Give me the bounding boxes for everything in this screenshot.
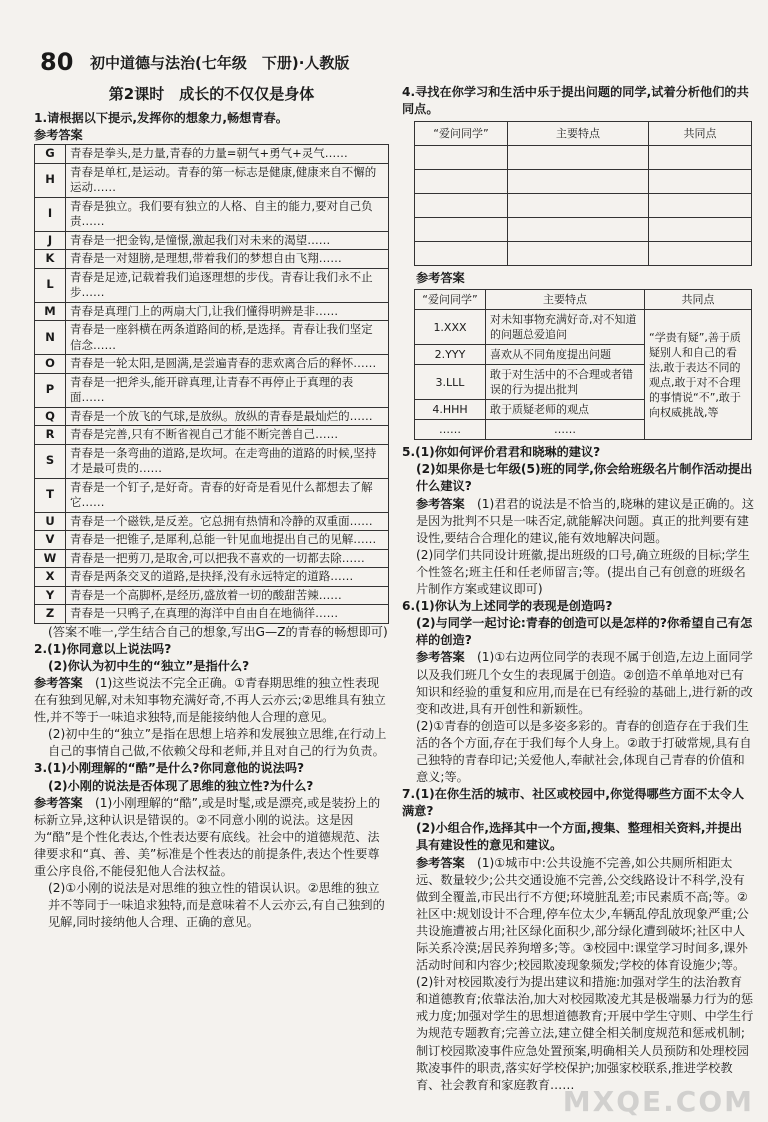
q6-answer-2: (2)①青春的创造可以是多姿多彩的。青春的创造存在于我们生活的各个方面,存在于我们每个人身上。②敢于打破常规,具有自己独特的青春印记;关爱他人,奉献社会,体现自己青春的价值和意义;等。 xyxy=(416,718,752,785)
q3-answer-label: 参考答案 xyxy=(34,795,83,810)
table-row xyxy=(415,146,752,170)
table-row xyxy=(35,549,389,568)
q4-row-feature: 对未知事物充满好奇,对不知道的问题总爱追问 xyxy=(486,310,645,345)
lesson-title: 第2课时 成长的不仅仅是身体 xyxy=(108,85,315,103)
row-text: 青春是一只鸭子,在真理的海洋中自由自在地徜徉…… xyxy=(66,605,389,624)
row-text: 青春是独立。我们要有独立的人格、自主的能力,要对自己负责…… xyxy=(66,197,389,231)
row-letter: H xyxy=(35,163,66,197)
table-row xyxy=(35,268,389,302)
row-text: 青春是一个放飞的气球,是放纵。放纵的青春是最灿烂的…… xyxy=(66,407,389,426)
row-text: 青春是一把斧头,能开辟真理,让青春不再停止于真理的表面…… xyxy=(66,373,389,407)
page-number: 80 xyxy=(40,48,74,76)
q2-answer-2: (2)初中生的“独立”是指在思想上培养和发展独立思维,在行动上自己的事情自己做,不依赖父母和老师,并且对自己的行为负责。 xyxy=(48,727,387,759)
row-text: 青春是一条弯曲的道路,是坎坷。在走弯曲的道路的时候,坚持才是最可贵的…… xyxy=(66,444,389,478)
row-text: 青春是一座斜横在两条道路间的桥,是选择。青春让我们坚定信念…… xyxy=(66,321,389,355)
q6-answer-1: (1)①右边两位同学的表现不属于创造,左边上面同学以及我们班几个女生的表现属于创造。②创造不单单地对已有知识和经验的重复和应用,而是在已有经验的基础上,进行新的改变和改进,具有开创性和新颖性。 xyxy=(416,650,753,716)
q4-ans-header-common: 共同点 xyxy=(645,290,752,310)
q4-ans-header-feature: 主要特点 xyxy=(486,290,645,310)
table-row xyxy=(35,355,389,374)
q4-row-name: 2.YYY xyxy=(415,345,486,365)
q1-note: (答案不唯一,学生结合自己的想象,写出G—Z的青春的畅想即可) xyxy=(48,624,388,639)
row-letter: M xyxy=(35,302,66,321)
table-row xyxy=(35,145,389,164)
q4-blank-table xyxy=(414,121,752,266)
q4-row-name: 3.LLL xyxy=(415,365,486,400)
q7-answer-label: 参考答案 xyxy=(416,855,465,870)
q2-answer-label: 参考答案 xyxy=(34,675,83,690)
row-letter: T xyxy=(35,478,66,512)
row-text: 青春是一把锥子,是犀利,总能一针见血地提出自己的见解…… xyxy=(66,531,389,550)
q4-header-name: “爱问同学” xyxy=(415,122,508,146)
row-letter: R xyxy=(35,426,66,445)
table-row xyxy=(35,321,389,355)
q4-row-name: 1.XXX xyxy=(415,310,486,345)
youth-imagination-table xyxy=(34,144,389,624)
q7-answer-2: (2)针对校园欺凌行为提出建议和措施:加强对学生的法治教育和道德教育;依靠法治,加大对校园欺凌尤其是极端暴力行为的惩戒力度;加强对学生的思想道德教育;开展中学生守则、中学生行为规范专题教育;完善立法,建立健全相关制度规范和惩戒机制;制订校园欺凌事件应急处置预案,明确相关人员预防和处理校园欺凌事件的职责,落实好学校保护;加强家校联系,推进学校教育、社会教育和家庭教育…… xyxy=(416,975,754,1092)
right-column xyxy=(402,84,754,1094)
table-row xyxy=(415,194,752,218)
row-text: 青春是一个磁铁,是反差。它总拥有热情和冷静的双重面…… xyxy=(66,512,389,531)
row-text: 青春是一对翅膀,是理想,带着我们的梦想自由飞翔…… xyxy=(66,250,389,269)
q3-question-1: 3.(1)小刚理解的“酷”是什么?你同意他的说法吗? xyxy=(34,761,305,776)
row-text: 青春是拳头,是力量,青春的力量=朝气+勇气+灵气…… xyxy=(66,145,389,164)
row-text: 青春是单杠,是运动。青春的第一标志是健康,健康来自不懈的运动…… xyxy=(66,163,389,197)
row-text: 青春是两条交叉的道路,是抉择,没有永远特定的道路…… xyxy=(66,568,389,587)
table-row xyxy=(415,170,752,194)
table-row xyxy=(35,568,389,587)
row-letter: V xyxy=(35,531,66,550)
row-text: 青春是一轮太阳,是圆满,是尝遍青春的悲欢离合后的释怀…… xyxy=(66,355,389,374)
q7-question-1: 7.(1)在你生活的城市、社区或校园中,你觉得哪些方面不太令人满意? xyxy=(402,787,745,819)
row-text: 青春是真理门上的两扇大门,让我们懂得明辨是非…… xyxy=(66,302,389,321)
row-letter: W xyxy=(35,549,66,568)
row-letter: U xyxy=(35,512,66,531)
q5-answer-label: 参考答案 xyxy=(416,496,465,511)
q5-question-2: (2)如果你是七年级(5)班的同学,你会给班级名片制作活动提出什么建议? xyxy=(416,462,753,494)
q4-row-feature: 敢于对生活中的不合理或者错误的行为提出批判 xyxy=(486,365,645,400)
q3-answer-1: (1)小刚理解的“酷”,或是时髦,或是漂亮,或是装扮上的标新立异,这种认识是错误的。②不同意小刚的说法。这是因为“酷”是个性化表达,个性表达要有底线。社会中的道德规范、法律要求和“真、善、美”标准是个性表达的前提条件,表达个性要尊重公序良俗,不能侵犯他人合法权益。 xyxy=(34,795,381,878)
q4-row-feature: 敢于质疑老师的观点 xyxy=(486,400,645,420)
row-text: 青春是一个高脚杯,是经历,盛放着一切的酸甜苦辣…… xyxy=(66,586,389,605)
table-row xyxy=(35,163,389,197)
row-letter: N xyxy=(35,321,66,355)
table-row xyxy=(35,250,389,269)
book-title: 初中道德与法治(七年级 下册)·人教版 xyxy=(90,54,350,72)
q2-question-1: 2.(1)你同意以上说法吗? xyxy=(34,641,172,656)
table-row xyxy=(35,512,389,531)
q3-question-2: (2)小刚的说法是否体现了思维的独立性?为什么? xyxy=(48,778,314,793)
row-text: 青春是足迹,记载着我们追逐理想的步伐。青春让我们永不止步…… xyxy=(66,268,389,302)
table-row xyxy=(35,302,389,321)
row-text: 青春是一把剪刀,是取舍,可以把我不喜欢的一切都去除…… xyxy=(66,549,389,568)
q5-answer-1: (1)君君的说法是不恰当的,晓琳的建议是正确的。这是因为批判不只是一味否定,就能解决问题。真正的批判要有建设性,要结合合理化的建议,能有效地解决问题。 xyxy=(416,496,755,545)
q6-question-2: (2)与同学一起讨论:青春的创造可以是怎样的?你希望自己有怎样的创造? xyxy=(416,616,753,648)
row-letter: X xyxy=(35,568,66,587)
row-letter: J xyxy=(35,231,66,250)
row-text: 青春是一把金钩,是憧憬,激起我们对未来的渴望…… xyxy=(66,231,389,250)
q4-answer-table xyxy=(414,289,752,440)
row-letter: L xyxy=(35,268,66,302)
q1-answer-label: 参考答案 xyxy=(34,128,83,143)
q4-answer-label: 参考答案 xyxy=(416,271,465,286)
row-text: 青春是完善,只有不断省视自己才能不断完善自己…… xyxy=(66,426,389,445)
table-row xyxy=(415,242,752,266)
row-letter: I xyxy=(35,197,66,231)
table-row xyxy=(35,407,389,426)
table-row xyxy=(35,231,389,250)
row-letter: Z xyxy=(35,605,66,624)
table-row xyxy=(35,478,389,512)
row-letter: K xyxy=(35,250,66,269)
q1-question: 1.请根据以下提示,发挥你的想象力,畅想青春。 xyxy=(34,111,288,125)
row-letter: G xyxy=(35,145,66,164)
q4-header-common: 共同点 xyxy=(649,122,752,146)
q5-answer-2: (2)同学们共同设计班徽,提出班级的口号,确立班级的目标;学生个性签名;班主任和任老师留言;等。(提出自己有创意的班级名片制作方案或建议即可) xyxy=(416,547,750,597)
q4-row-name: 4.HHH xyxy=(415,400,486,420)
row-letter: Q xyxy=(35,407,66,426)
row-letter: O xyxy=(35,355,66,374)
table-row xyxy=(35,426,389,445)
q7-question-2: (2)小组合作,选择其中一个方面,搜集、整理相关资料,并提出具有建设性的意见和建议。 xyxy=(416,821,743,853)
table-row xyxy=(35,197,389,231)
q4-row-feature: 喜欢从不同角度提出问题 xyxy=(486,345,645,365)
q7-answer-1: (1)①城市中:公共设施不完善,如公共厕所相距太远、数量较少;公共交通设施不完善,公交线路设计不科学,没有做到全覆盖,市民出行不方便;环境脏乱差;市民素质不高;等。②社区中:规划设计不合理,停车位太少,车辆乱停乱放现象严重;公共设施遭被占用;社区绿化面积少,部分绿化遭到破坏;社区中人际关系冷漠;居民养狗增多;等。③校园中:课堂学习时间多,课外活动时间和内容少;校园欺凌现象频发;学校的体育设施少;等。 xyxy=(416,855,749,973)
q6-answer-label: 参考答案 xyxy=(416,650,465,665)
table-row xyxy=(35,444,389,478)
q4-ans-header-name: “爱问同学” xyxy=(415,290,486,310)
row-text: 青春是一个钉子,是好奇。青春的好奇是看见什么都想去了解它…… xyxy=(66,478,389,512)
q2-question-2: (2)你认为初中生的“独立”是指什么? xyxy=(48,658,250,673)
q2-answer-1: (1)这些说法不完全正确。①青春期思维的独立性表现在有独到见解,对未知事物充满好奇,不再人云亦云;②思维具有独立性,并不等于一味追求独特,而是能接纳他人合理的意见。 xyxy=(34,675,386,725)
q4-row-feature: …… xyxy=(486,420,645,440)
table-row xyxy=(415,310,752,345)
row-letter: S xyxy=(35,444,66,478)
q3-answer-2: (2)①小刚的说法是对思维的独立性的错误认识。②思维的独立并不等同于一味追求独特,而是意味着不人云亦云,有自己独到的见解,同时接纳他人合理、正确的意见。 xyxy=(48,881,385,930)
left-column xyxy=(34,84,389,931)
table-row xyxy=(35,605,389,624)
site-watermark: MXQE.COM xyxy=(562,1085,754,1118)
table-row xyxy=(415,218,752,242)
table-row xyxy=(35,531,389,550)
table-row xyxy=(35,373,389,407)
q4-header-feature: 主要特点 xyxy=(508,122,649,146)
q4-question: 4.寻找在你学习和生活中乐于提出问题的同学,试着分析他们的共同点。 xyxy=(402,85,749,117)
row-letter: Y xyxy=(35,586,66,605)
row-letter: P xyxy=(35,373,66,407)
q6-question-1: 6.(1)你认为上述同学的表现是创造吗? xyxy=(402,599,613,614)
table-row xyxy=(35,586,389,605)
page-header xyxy=(0,0,768,82)
q4-common-points: “学贵有疑”,善于质疑别人和自己的看法,敢于表达不同的观点,敢于对不合理的事情说“不”,敢于向权威挑战,等 xyxy=(645,310,752,440)
q5-question-1: 5.(1)你如何评价君君和晓琳的建议? xyxy=(402,445,601,460)
q4-row-name: …… xyxy=(415,420,486,440)
